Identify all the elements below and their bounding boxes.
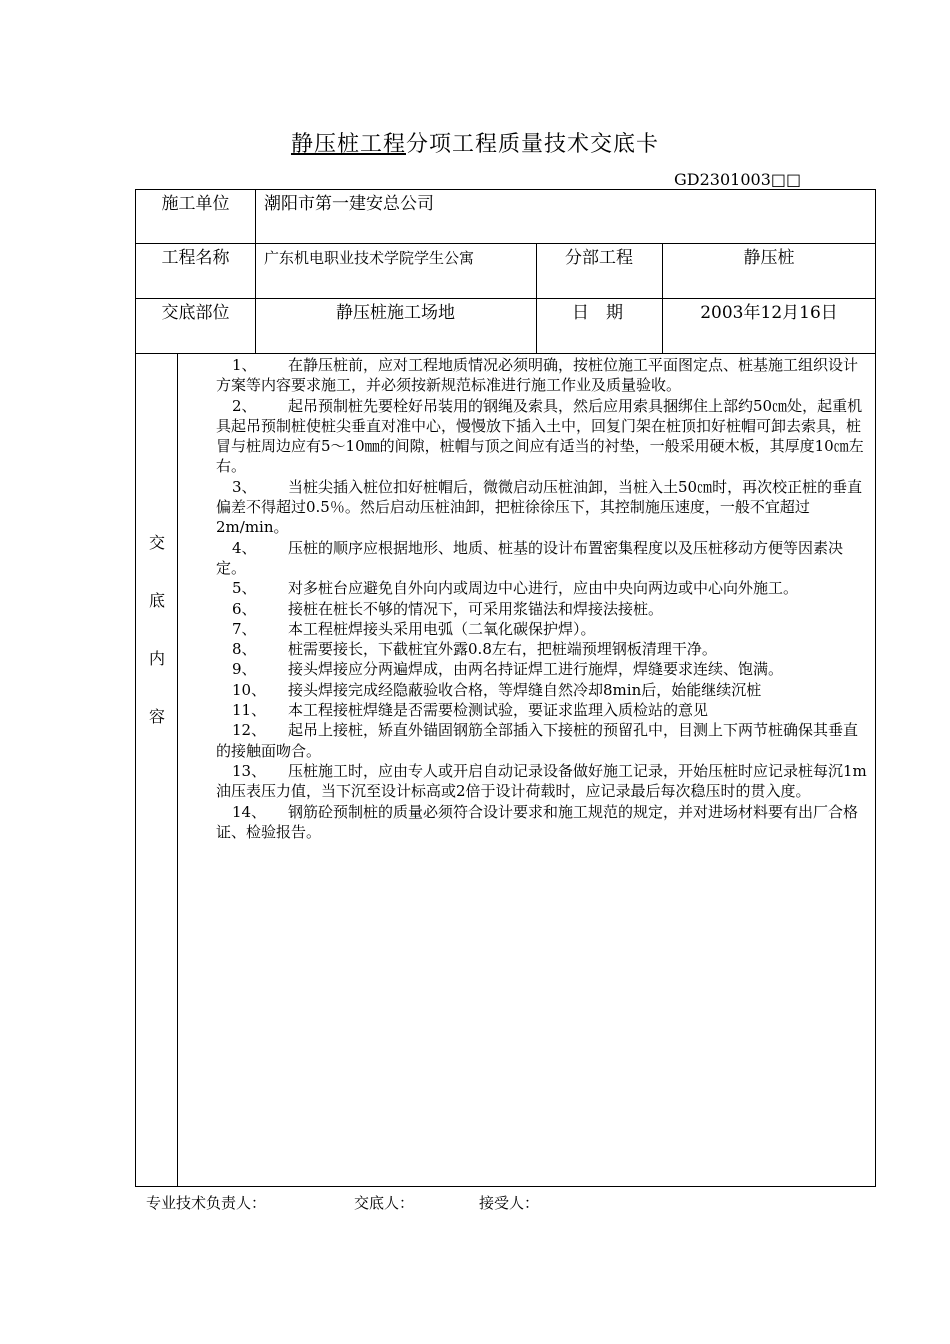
item-number: 13、 [232,761,267,780]
date-value: 2003年12月16日 [700,303,838,323]
item-number: 3、 [232,477,257,496]
row-divider [136,353,875,354]
location-value: 静压桩施工场地 [336,303,455,323]
item-number: 10、 [232,680,267,699]
item-text: 压桩施工时，应由专人或开启自动记录设备做好施工记录，开始压桩时应记录桩每沉1m油压表压力值，当下沉至设计标高或2倍于设计荷载时，应记录最后每次稳压时的贯入度。 [216,761,867,801]
item-text: 本工程桩焊接头采用电弧（二氧化碳保护焊）。 [288,619,596,638]
list-item [216,599,868,619]
project-label: 工程名称 [161,248,230,268]
unit-label: 施工单位 [161,194,230,214]
presenter-signature: 交底人： [354,1194,415,1212]
item-number: 1、 [232,356,257,374]
item-number: 7、 [232,619,257,638]
side-char: 容 [148,707,165,726]
list-item [216,619,868,639]
item-text: 当桩尖插入桩位扣好桩帽后，微微启动压桩油卸，当桩入土50㎝时，再次校正桩的垂直偏差不得超过0.5％。然后启动压桩油卸，把桩徐徐压下，其控制施压速度，一般不宜超过2m/min。 [216,477,863,537]
subproject-label: 分部工程 [565,248,633,268]
content-side-label [146,530,168,762]
item-text: 压桩的顺序应根据地形、地质、桩基的设计布置密集程度以及压桩移动方便等因素决定。 [216,538,844,577]
item-text: 钢筋砼预制桩的质量必须符合设计要求和施工规范的规定，并对进场材料要有出厂合格证、检验报告。 [216,802,859,841]
item-number: 2、 [232,396,257,415]
unit-value: 潮阳市第一建安总公司 [264,194,434,214]
row-divider [136,243,875,244]
list-item [216,659,868,679]
handover-form [135,189,876,1187]
item-text: 起吊上接桩，矫直外锚固钢筋全部插入下接桩的预留孔中，目测上下两节桩确保其垂直的接触面吻合。 [216,721,859,760]
list-item [216,396,868,477]
date-label: 日 期 [572,303,623,323]
title-rest: 分项工程质量技术交底卡 [406,132,660,157]
item-text: 在静压桩前，应对工程地质情况必须明确，按桩位施工平面图定点、桩基施工组织设计方案等内容要求施工，并必须按新规范标准进行施工作业及质量验收。 [216,356,859,395]
location-label: 交底部位 [161,303,230,323]
item-number: 12、 [232,721,267,740]
tech-lead-signature: 专业技术负责人： [146,1194,267,1212]
list-item [216,761,868,802]
list-item [216,720,868,761]
item-number: 4、 [232,538,257,557]
title-underlined: 静压桩工程 [290,132,406,157]
col-divider [177,353,178,1187]
item-text: 接头焊接完成经隐蔽验收合格，等焊缝自然冷却8min后，始能继续沉桩 [288,680,762,699]
side-char: 底 [148,591,165,610]
item-number: 11、 [232,701,267,720]
list-item [216,680,868,700]
side-char: 交 [148,533,165,552]
list-item [216,639,868,659]
item-text: 对多桩台应避免自外向内或周边中心进行，应由中央向两边或中心向外施工。 [288,579,799,598]
col-divider [255,190,256,353]
document-title [0,127,950,158]
receiver-signature: 接受人： [479,1194,540,1212]
item-text: 桩需要接长，下截桩宜外露0.8左右，把桩端预埋钢板清理干净。 [288,640,717,659]
item-number: 6、 [232,599,257,618]
item-number: 9、 [232,660,257,679]
item-number: 5、 [232,579,257,598]
item-number: 14、 [232,802,267,821]
item-text: 接桩在桩长不够的情况下，可采用浆锚法和焊接法接桩。 [288,599,664,618]
project-value: 广东机电职业技术学院学生公寓 [264,249,475,267]
document-code: GD2301003□□ [674,170,802,189]
list-item [216,477,868,538]
side-char: 内 [148,649,165,668]
list-item [216,538,868,579]
list-item [216,802,868,843]
list-item [216,578,868,598]
list-item [216,700,868,720]
item-text: 本工程接桩焊缝是否需要检测试验，要证求监理入质检站的意见 [288,701,709,720]
subproject-value: 静压桩 [743,248,795,268]
item-number: 8、 [232,640,257,659]
list-item [216,355,868,396]
row-divider [136,298,875,299]
item-text: 接头焊接应分两遍焊成，由两名持证焊工进行施焊，焊缝要求连续、饱满。 [288,660,784,679]
item-text: 起吊预制桩先要栓好吊装用的钢绳及索具，然后应用索具捆绑住上部约50㎝处，起重机具起吊预制桩使桩尖垂直对准中心，慢慢放下插入土中，回复门架在桩顶扣好桩帽可卸去索具，桩冒与桩周边应有5～10㎜的间隙，桩帽与顶之间应有适当的衬垫，一般采用硬木板，其厚度10㎝左右。 [216,396,864,476]
handover-content [216,355,868,842]
